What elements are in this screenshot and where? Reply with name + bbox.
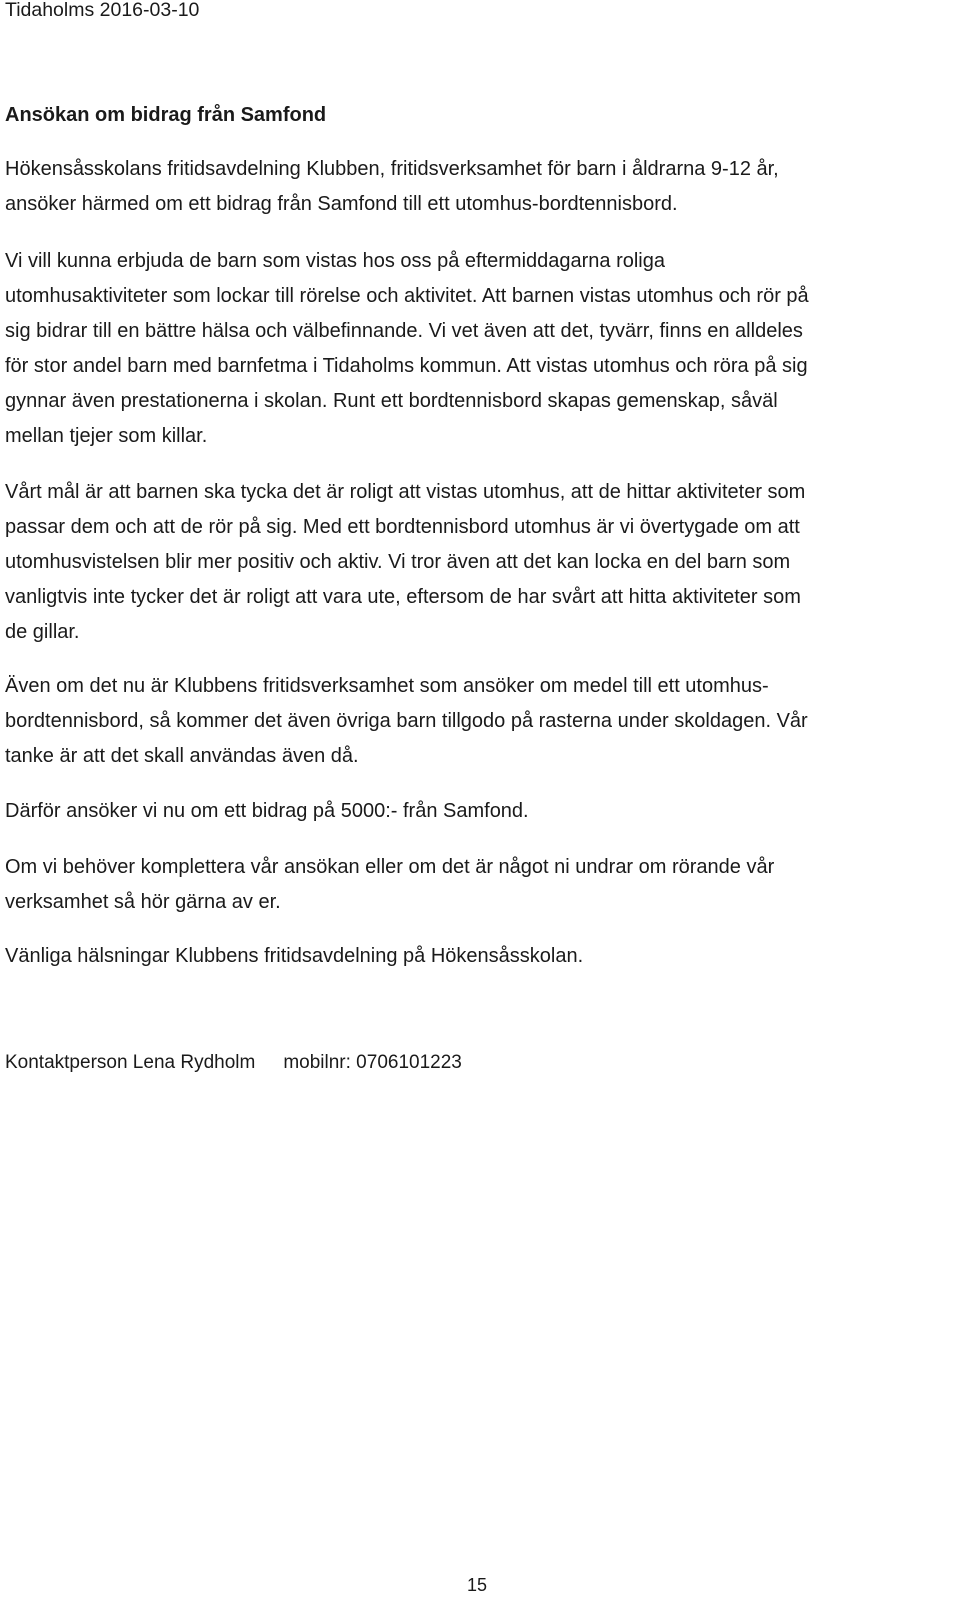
paragraph-line: ansöker härmed om ett bidrag från Samfond till ett utomhus-bordtennisbord. [5, 193, 678, 215]
header-date: Tidaholms 2016-03-10 [5, 0, 200, 21]
paragraph-goal [5, 475, 805, 650]
paragraph-benefit [5, 669, 808, 774]
paragraph-line: mellan tjejer som killar. [5, 425, 208, 447]
paragraph-line: Om vi behöver komplettera vår ansökan eller om det är något ni undrar om rörande vår [5, 856, 775, 878]
paragraph-line: Därför ansöker vi nu om ett bidrag på 5000:- från Samfond. [5, 800, 529, 822]
paragraph-line: passar dem och att de rör på sig. Med ett bordtennisbord utomhus är vi övertygade om att [5, 516, 800, 538]
paragraph-intro [5, 152, 779, 222]
paragraph-line: sig bidrar till en bättre hälsa och välbefinnande. Vi vet även att det, tyvärr, finns en alldeles [5, 320, 803, 342]
paragraph-purpose [5, 244, 809, 454]
paragraph-request [5, 794, 529, 829]
paragraph-line: Även om det nu är Klubbens fritidsverksamhet som ansöker om medel till ett utomhus- [5, 675, 769, 697]
paragraph-line: utomhusaktiviteter som lockar till rörelse och aktivitet. Att barnen vistas utomhus och rör på [5, 285, 809, 307]
paragraph-line: de gillar. [5, 621, 80, 643]
paragraph-line: för stor andel barn med barnfetma i Tidaholms kommun. Att vistas utomhus och röra på sig [5, 355, 808, 377]
paragraph-line: gynnar även prestationerna i skolan. Runt ett bordtennisbord skapas gemenskap, såväl [5, 390, 778, 412]
paragraph-line: Vårt mål är att barnen ska tycka det är roligt att vistas utomhus, att de hittar aktiviteter som [5, 481, 806, 503]
paragraph-closing [5, 939, 583, 974]
contact-info [5, 1048, 462, 1078]
contact-mobile: mobilnr: 0706101223 [283, 1052, 462, 1073]
paragraph-contact-note [5, 850, 774, 920]
paragraph-line: Hökensåsskolans fritidsavdelning Klubben, fritidsverksamhet för barn i åldrarna 9-12 år, [5, 158, 779, 180]
contact-person: Kontaktperson Lena Rydholm [5, 1052, 256, 1073]
paragraph-line: Vänliga hälsningar Klubbens fritidsavdelning på Hökensåsskolan. [5, 945, 584, 967]
page-number: 15 [467, 1575, 488, 1595]
paragraph-line: utomhusvistelsen blir mer positiv och aktiv. Vi tror även att det kan locka en del barn som [5, 551, 791, 573]
page-title: Ansökan om bidrag från Samfond [5, 104, 327, 126]
paragraph-line: vanligtvis inte tycker det är roligt att vara ute, eftersom de har svårt att hitta aktiviteter som [5, 586, 801, 608]
paragraph-line: Vi vill kunna erbjuda de barn som vistas hos oss på eftermiddagarna roliga [5, 250, 665, 272]
paragraph-line: bordtennisbord, så kommer det även övriga barn tillgodo på rasterna under skoldagen. Vår [5, 710, 808, 732]
paragraph-line: verksamhet så hör gärna av er. [5, 891, 281, 913]
paragraph-line: tanke är att det skall användas även då. [5, 745, 359, 767]
